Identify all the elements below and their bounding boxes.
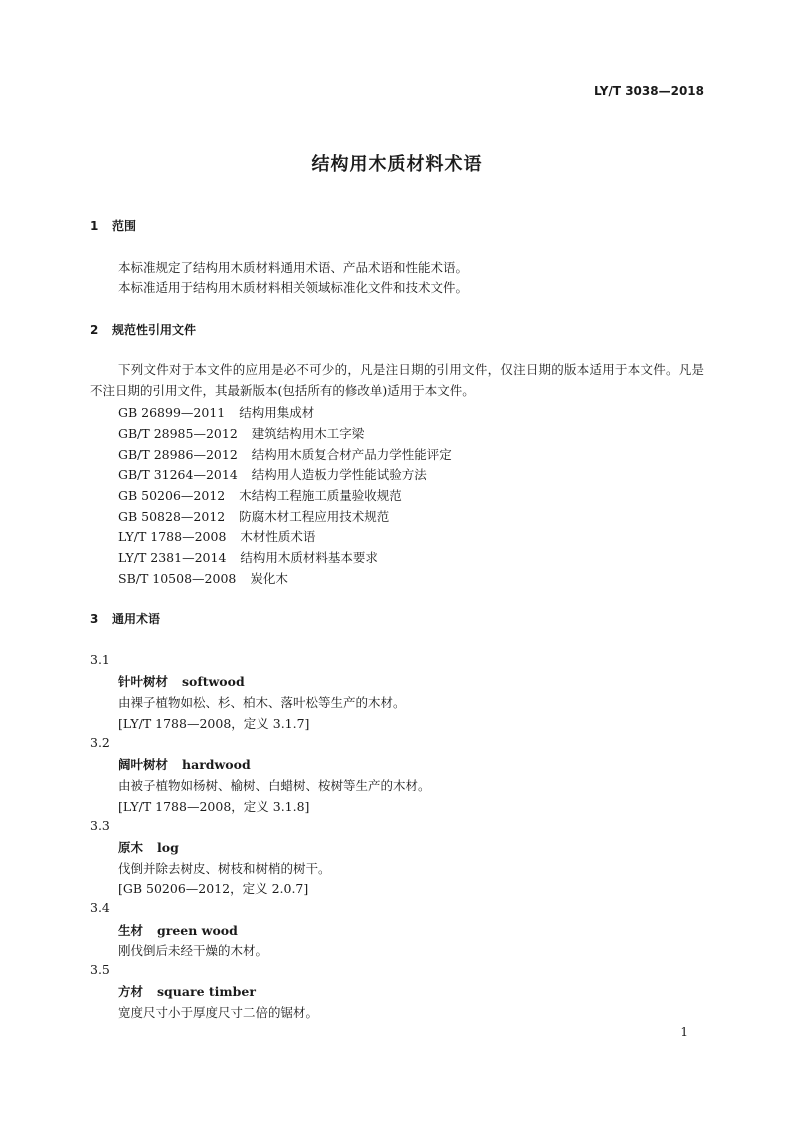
page-number: 1 [680, 1025, 688, 1039]
reference-code: LY/T 2381—2014 [118, 550, 227, 565]
reference-title: 木材性质术语 [240, 529, 316, 544]
term-definition: 由被子植物如杨树、榆树、白蜡树、桉树等生产的木材。 [118, 778, 431, 793]
term-heading [118, 921, 238, 939]
reference-title: 结构用木质复合材产品力学性能评定 [251, 447, 452, 462]
scope-paragraph-1: 本标准规定了结构用木质材料通用术语、产品术语和性能术语。 [118, 260, 469, 275]
term-chinese: 针叶树材 [118, 674, 169, 689]
term-heading [118, 982, 256, 1000]
section-number: 2 [90, 323, 99, 337]
reference-code: LY/T 1788—2008 [118, 529, 227, 544]
reference-item [118, 403, 314, 421]
reference-item [118, 548, 378, 566]
reference-code: SB/T 10508—2008 [118, 571, 237, 586]
section-number: 1 [90, 219, 99, 233]
term-source: [LY/T 1788—2008，定义 3.1.8] [118, 799, 310, 814]
document-title: 结构用木质材料术语 [311, 154, 483, 175]
section-title: 范围 [112, 219, 137, 233]
term-number: 3.5 [90, 962, 110, 977]
reference-code: GB 50206—2012 [118, 488, 226, 503]
reference-item [118, 486, 402, 504]
term-source: [LY/T 1788—2008，定义 3.1.7] [118, 716, 310, 731]
standard-code: LY/T 3038—2018 [593, 84, 704, 98]
scope-paragraph-2: 本标准适用于结构用木质材料相关领域标准化文件和技术文件。 [118, 280, 469, 295]
term-english: green wood [157, 923, 238, 938]
term-definition: 刚伐倒后未经干燥的木材。 [118, 943, 269, 958]
reference-title: 防腐木材工程应用技术规范 [239, 509, 390, 524]
reference-code: GB 26899—2011 [118, 405, 226, 420]
section-3-heading [90, 610, 160, 627]
term-chinese: 生材 [118, 923, 144, 938]
reference-code: GB/T 28985—2012 [118, 426, 238, 441]
reference-code: GB/T 28986—2012 [118, 447, 238, 462]
term-heading [118, 755, 251, 773]
references-intro: 下列文件对于本文件的应用是必不可少的，凡是注日期的引用文件，仅注日期的版本适用于本文件。凡是不注日期的引用文件，其最新版本(包括所有的修改单)适用于本文件。 [90, 362, 704, 398]
reference-item [118, 507, 389, 525]
term-english: hardwood [182, 757, 251, 772]
section-title: 通用术语 [112, 612, 161, 626]
reference-title: 炭化木 [250, 571, 288, 586]
term-heading [118, 672, 245, 690]
reference-item [118, 527, 315, 545]
term-chinese: 阔叶树材 [118, 757, 169, 772]
reference-item [118, 445, 452, 463]
term-english: square timber [157, 984, 256, 999]
reference-title: 木结构工程施工质量验收规范 [239, 488, 402, 503]
section-title: 规范性引用文件 [112, 323, 197, 337]
term-number: 3.3 [90, 818, 110, 833]
reference-item [118, 569, 288, 587]
reference-title: 建筑结构用木工字梁 [251, 426, 365, 441]
term-number: 3.4 [90, 900, 110, 915]
reference-code: GB/T 31264—2014 [118, 467, 238, 482]
term-definition: 宽度尺寸小于厚度尺寸二倍的锯材。 [118, 1005, 319, 1020]
section-2-heading [90, 321, 196, 338]
reference-title: 结构用人造板力学性能试验方法 [251, 467, 427, 482]
term-chinese: 方材 [118, 984, 144, 999]
reference-code: GB 50828—2012 [118, 509, 226, 524]
section-1-heading [90, 217, 136, 234]
reference-title: 结构用木质材料基本要求 [240, 550, 378, 565]
term-heading [118, 838, 179, 856]
reference-title: 结构用集成材 [239, 405, 315, 420]
term-definition: 由裸子植物如松、杉、柏木、落叶松等生产的木材。 [118, 695, 406, 710]
term-source: [GB 50206—2012，定义 2.0.7] [118, 881, 309, 896]
term-chinese: 原木 [118, 840, 144, 855]
term-number: 3.2 [90, 735, 110, 750]
term-english: softwood [182, 674, 245, 689]
term-number: 3.1 [90, 652, 110, 667]
term-definition: 伐倒并除去树皮、树枝和树梢的树干。 [118, 861, 331, 876]
section-number: 3 [90, 612, 99, 626]
reference-item [118, 424, 364, 442]
term-english: log [157, 840, 179, 855]
reference-item [118, 465, 427, 483]
